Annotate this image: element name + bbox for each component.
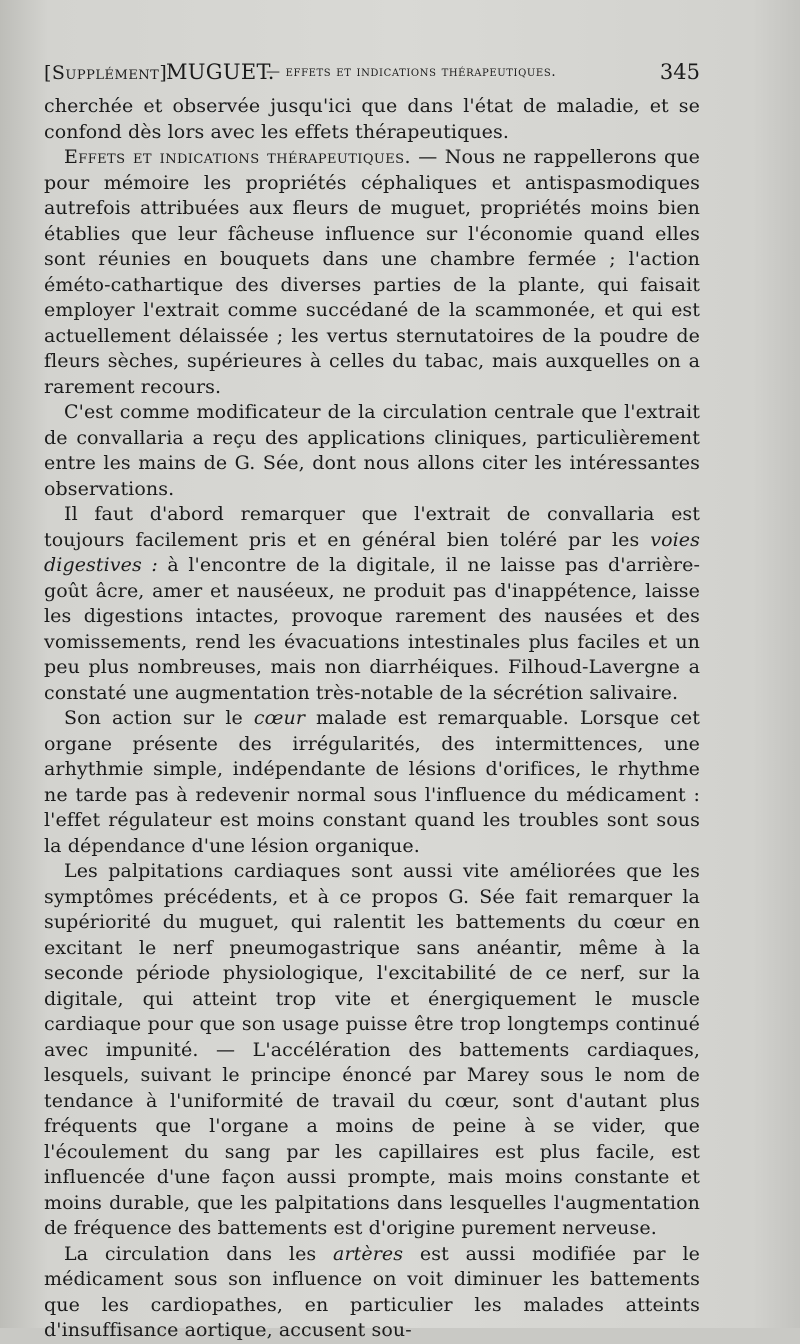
- paragraph-3: C'est comme modificateur de la circulation centrale que l'extrait de convallaria a reçu des applications cliniques, particulièrement entre les mains de G. Sée, dont nous allons citer les intéressantes observations.: [44, 401, 700, 500]
- paragraph-4: Il faut d'abord remarquer que l'extrait de convallaria est toujours facilement pris et en général bien toléré par les voies digestives : à l'encontre de la digitale, il ne laisse pas d'arrière-goût âcre, amer et nauséeux, ne produit pas d'inappétence, laisse les digestions intactes, provoque rarement des nausées et des vomissements, rend les évacuations intestinales plus faciles et un peu plus nombreuses, mais non diarrhéiques. Filhoud-Lavergne a constaté une augmentation très-notable de la sécrétion salivaire.: [44, 503, 700, 704]
- paragraph-7: La circulation dans les artères est aussi modifiée par le médicament sous son influence on voit diminuer les battements que les cardiopathes, en particulier les malades atteints d'insuffisance aortique, accusent sou-: [44, 1242, 700, 1341]
- paragraph-2: Effets et indications thérapeutiques. — Nous ne rappellerons que pour mémoire les propriétés céphaliques et antispasmodiques autrefois attribuées aux fleurs de muguet, propriétés moins bien établies que leur fâcheuse influence sur l'économie quand elles sont réunies en bouquets dans une chambre fermée ; l'action éméto-cathartique des diverses parties de la plante, qui faisait employer l'extrait comme succédané de la scammonée, et qui est actuellement délaissée ; les vertus sternutatoires de la poudre de fleurs sèches, supérieures à celles du tabac, mais auxquelles on a rarement recours.: [44, 146, 700, 398]
- emphasis: artères: [333, 1242, 404, 1265]
- header-title: MUGUET.: [166, 60, 275, 84]
- body-text: [44, 94, 700, 1344]
- page-number: 345: [659, 60, 700, 84]
- emphasis: cœur: [253, 707, 306, 729]
- header-subtitle: — effets et indications thérapeutiques.: [266, 64, 557, 80]
- paragraph-5: Son action sur le cœur malade est remarquable. Lorsque cet organe présente des irrégularités, des intermittences, une arhythmie simple, indépendante de lésions d'orifices, le rhythme ne tarde pas à redevenir normal sous l'influence du médicament : l'effet régulateur est moins constant quand les troubles sont sous la dépendance d'une lésion organique.: [44, 707, 701, 857]
- paragraph-6: Les palpitations cardiaques sont aussi vite améliorées que les symptômes précédents, et à ce propos G. Sée fait remarquer la supériorité du muguet, qui ralentit les battements du cœur en excitant le nerf pneumogastrique sans anéantir, même à la seconde période physiologique, l'excitabilité de ce nerf, sur la digitale, qui atteint trop vite et énergiquement le muscle cardiaque pour que son usage puisse être trop longtemps continué avec impunité. — L'accélération des battements cardiaques, lesquels, suivant le principe énoncé par Marey sous le nom de tendance à l'uniformité de travail du cœur, sont d'autant plus fréquents que l'organe a moins de peine à se vider, que l'écoulement du sang par les capillaires est plus facile, est influencée d'une façon aussi prompte, mais moins constante et moins durable, que les palpitations dans lesquelles l'augmentation de fréquence des battements est d'origine purement nerveuse.: [44, 860, 700, 1239]
- running-header: [44, 60, 700, 90]
- header-section: [Supplément]: [44, 62, 168, 84]
- emphasis: voies digestives :: [44, 528, 700, 576]
- section-heading: Effets et indications thérapeutiques.: [64, 146, 411, 168]
- paragraph-1: cherchée et observée jusqu'ici que dans l'état de maladie, et se confond dès lors avec les effets thérapeutiques.: [44, 95, 700, 143]
